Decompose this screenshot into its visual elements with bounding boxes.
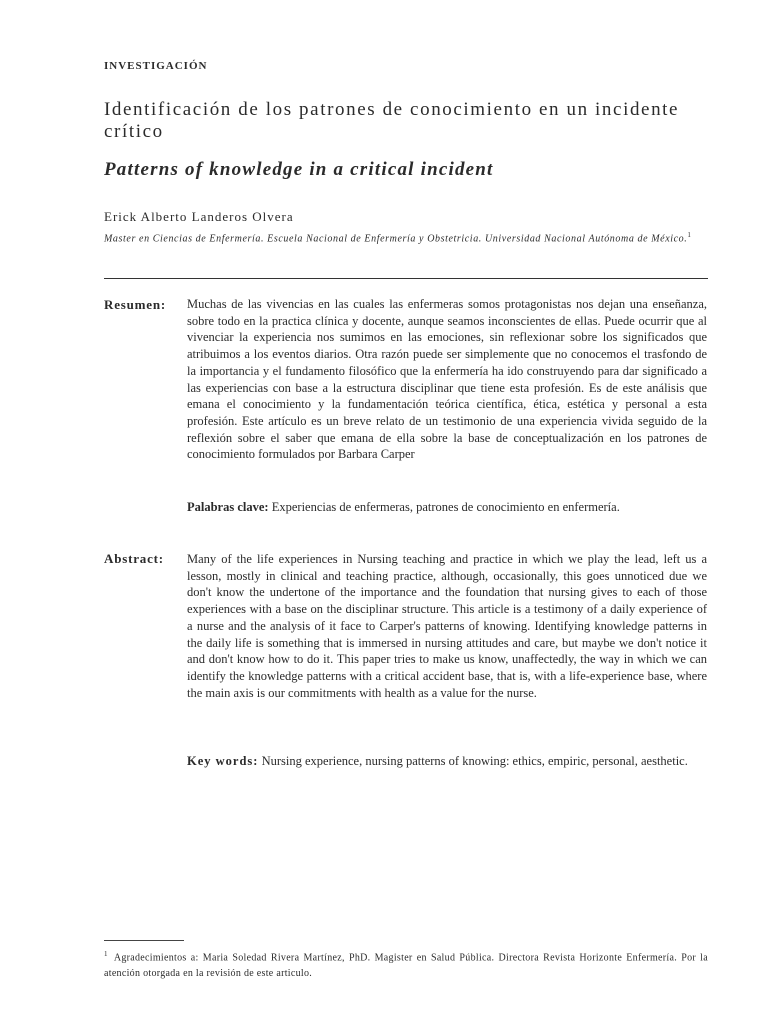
palabras-clave [187, 499, 707, 516]
key-words [187, 753, 707, 770]
palabras-clave-label: Palabras clave: [187, 500, 269, 514]
palabras-clave-text: Experiencias de enfermeras, patrones de conocimiento en enfermería. [271, 500, 620, 514]
abstract-text: Many of the life experiences in Nursing teaching and practice in which we play the lead, left us a lesson, mostly in clinical and teaching practice, although, occasionally, this goes unnoticed due we don't know the undertone of the importance and the foundation that nursing gives to each of those experiences with a base on the disciplinar structure. This article is a testimony of a daily experience of a nurse and the analysis of it face to Carper's patterns of knowing. Identifying knowledge patterns in the daily life is something that is immersed in nursing attitudes and care, but maybe we don't notice it and don't know how to do it. This paper tries to make us know, unaffectedly, the way in which we can identify the knowledge patterns with a critical accident base, that is, with a life-experience base, where the main axis is our commitments with health as a value for the nurse. [187, 552, 707, 700]
resumen-label: Resumen: [104, 297, 167, 312]
author-name: Erick Alberto Landeros Olvera [104, 209, 294, 224]
affiliation-text: Master en Ciencias de Enfermería. Escuela Nacional de Enfermería y Obstetricia. Universidad Nacional Autónoma de México. [104, 233, 688, 245]
abstract-label: Abstract: [104, 551, 164, 566]
article-subtitle: Patterns of knowledge in a critical incident [104, 159, 494, 180]
resumen-text: Muchas de las vivencias en las cuales las enfermeras somos protagonistas nos dejan una enseñanza, sobre todo en la practica clínica y docente, aunque seamos inconscientes de ellas. Puede ocurrir que al vivenciar la experiencia nos sumimos en las emociones, sin reflexionar sobre los significados que atribuimos a los eventos diarios. Otra razón puede ser simplemente que no conocemos el trasfondo de la importancia y el fundamento filosófico que la enfermería ha ido construyendo para dar significado a las experiencias con base a la estructura disciplinar que tiene esta profesión. Es de este análisis que emana el conocimiento y la fundamentación teórica científica, ética, estética y personal a esta profesión. Este artículo es un breve relato de un testimonio de una experiencia vivida seguido de la reflexión sobre el saber que emana de ella sobre la base de conceptualización en los patrones de conocimiento formulados por Barbara Carper [187, 297, 707, 462]
footnote [104, 946, 708, 982]
footnote-divider [104, 940, 184, 941]
author-affiliation [104, 227, 708, 247]
section-label: INVESTIGACIÓN [104, 60, 208, 72]
footnote-text: Agradecimientos a: Maria Soledad Rivera Martínez, PhD. Magister en Salud Pública. Directora Revista Horizonte Enfermería. Por la atención otorgada en la revisión de este articulo. [104, 952, 708, 980]
footnote-marker: 1 [104, 950, 108, 958]
article-title: Identificación de los patrones de conocimiento en un incidente crítico [104, 99, 680, 142]
header-divider [104, 278, 708, 279]
key-words-text: Nursing experience, nursing patterns of knowing: ethics, empiric, personal, aesthetic. [261, 754, 688, 768]
key-words-label: Key words: [187, 754, 259, 768]
affiliation-footnote-ref: 1 [687, 231, 692, 239]
